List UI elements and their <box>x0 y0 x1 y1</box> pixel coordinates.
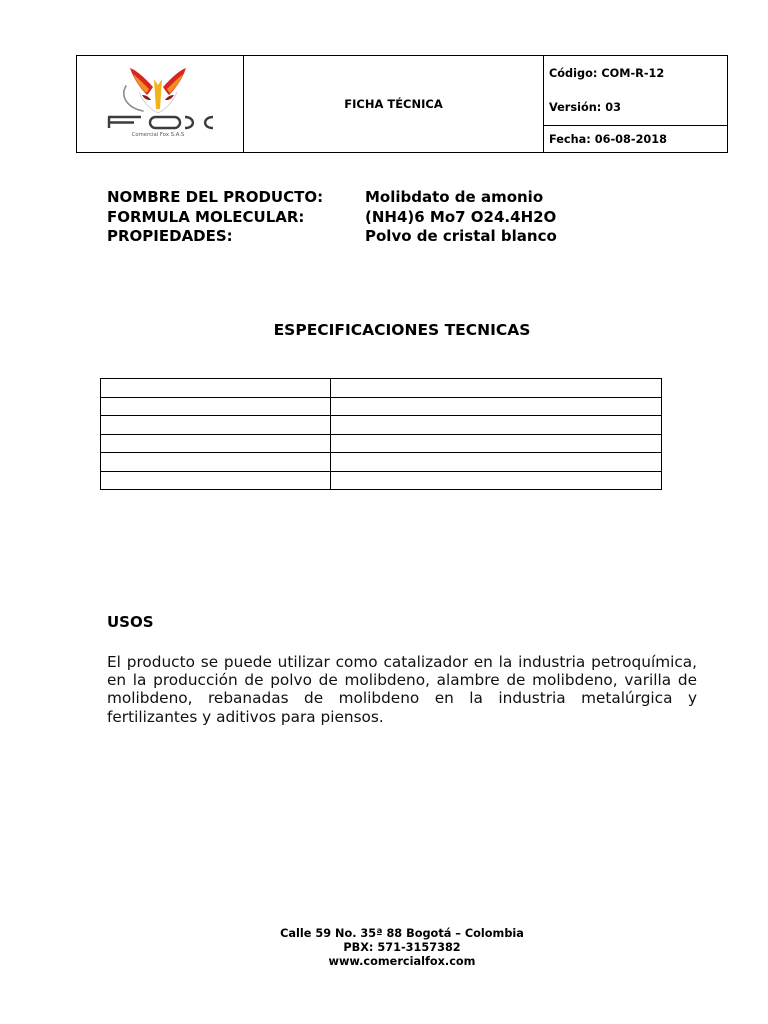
uses-heading: USOS <box>107 613 154 631</box>
spec-cell <box>331 472 662 491</box>
doc-version-value: 03 <box>605 101 621 115</box>
doc-version <box>544 91 727 126</box>
spec-cell <box>331 435 662 454</box>
company-logo <box>77 56 243 152</box>
spec-cell <box>331 379 662 398</box>
footer-address: Calle 59 No. 35ª 88 Bogotá – Colombia <box>280 927 524 940</box>
doc-code <box>544 56 727 91</box>
doc-date <box>544 126 727 152</box>
product-info <box>107 188 707 247</box>
field-label: NOMBRE DEL PRODUCTO: <box>107 188 324 206</box>
spec-cell <box>101 472 331 491</box>
footer-phone: PBX: 571-3157382 <box>343 941 461 954</box>
doc-date-text <box>549 133 667 146</box>
field-value: Polvo de cristal blanco <box>365 227 557 245</box>
logo-cell <box>77 56 243 152</box>
uses-text: El producto se puede utilizar como catalizador en la industria petroquímica, en la producción de polvo de molibdeno, alambre de molibdeno, varilla de molibdeno, rebanadas de molibdeno en la industria metalúrgica y fertilizantes y aditivos para piensos. <box>107 652 697 726</box>
doc-version-text <box>549 101 621 114</box>
product-field-formula <box>107 208 707 228</box>
field-label: FORMULA MOLECULAR: <box>107 207 305 226</box>
doc-title-cell <box>243 56 544 152</box>
spec-cell <box>331 398 662 417</box>
spec-cell <box>331 453 662 472</box>
doc-code-label: Código: <box>549 66 598 80</box>
fox-wordmark <box>108 117 213 128</box>
fox-right-eye <box>165 95 174 100</box>
fox-nose-stripe <box>154 79 162 109</box>
doc-title: FICHA TÉCNICA <box>344 97 443 111</box>
doc-date-label: Fecha: <box>549 132 591 146</box>
doc-meta-cell <box>544 56 727 152</box>
header-table <box>76 55 728 153</box>
wordmark-letter-x <box>185 117 213 128</box>
fox-left-eye <box>142 95 151 100</box>
spec-cell <box>101 416 331 435</box>
spec-cell <box>101 398 331 417</box>
spec-table <box>100 378 662 490</box>
fox-head-icon <box>124 68 186 113</box>
wordmark-letter-o <box>150 117 180 128</box>
spec-cell <box>331 416 662 435</box>
fox-left-ear <box>130 68 153 95</box>
fox-cheek-swoosh <box>124 86 143 111</box>
doc-meta-top <box>544 56 727 126</box>
product-field-name <box>107 188 707 208</box>
spec-cell <box>101 379 331 398</box>
footer-website: www.comercialfox.com <box>328 955 476 968</box>
doc-date-value: 06-08-2018 <box>594 132 668 146</box>
spec-cell <box>101 453 331 472</box>
logo-tagline: Comercial Fox S.A.S <box>131 132 185 138</box>
doc-version-label: Versión: <box>549 101 602 115</box>
wordmark-letter-f <box>108 117 141 128</box>
footer <box>107 927 697 969</box>
spec-cell <box>101 435 331 454</box>
specs-heading: ESPECIFICACIONES TECNICAS <box>273 321 531 339</box>
fox-right-ear <box>163 68 186 95</box>
field-value: Molibdato de amonio <box>365 188 544 206</box>
field-value: (NH4)6 Mo7 O24.4H2O <box>365 207 557 226</box>
doc-code-value: COM-R-12 <box>601 66 665 80</box>
product-field-properties <box>107 227 707 247</box>
field-label: PROPIEDADES: <box>107 227 233 245</box>
doc-code-text <box>549 67 664 80</box>
